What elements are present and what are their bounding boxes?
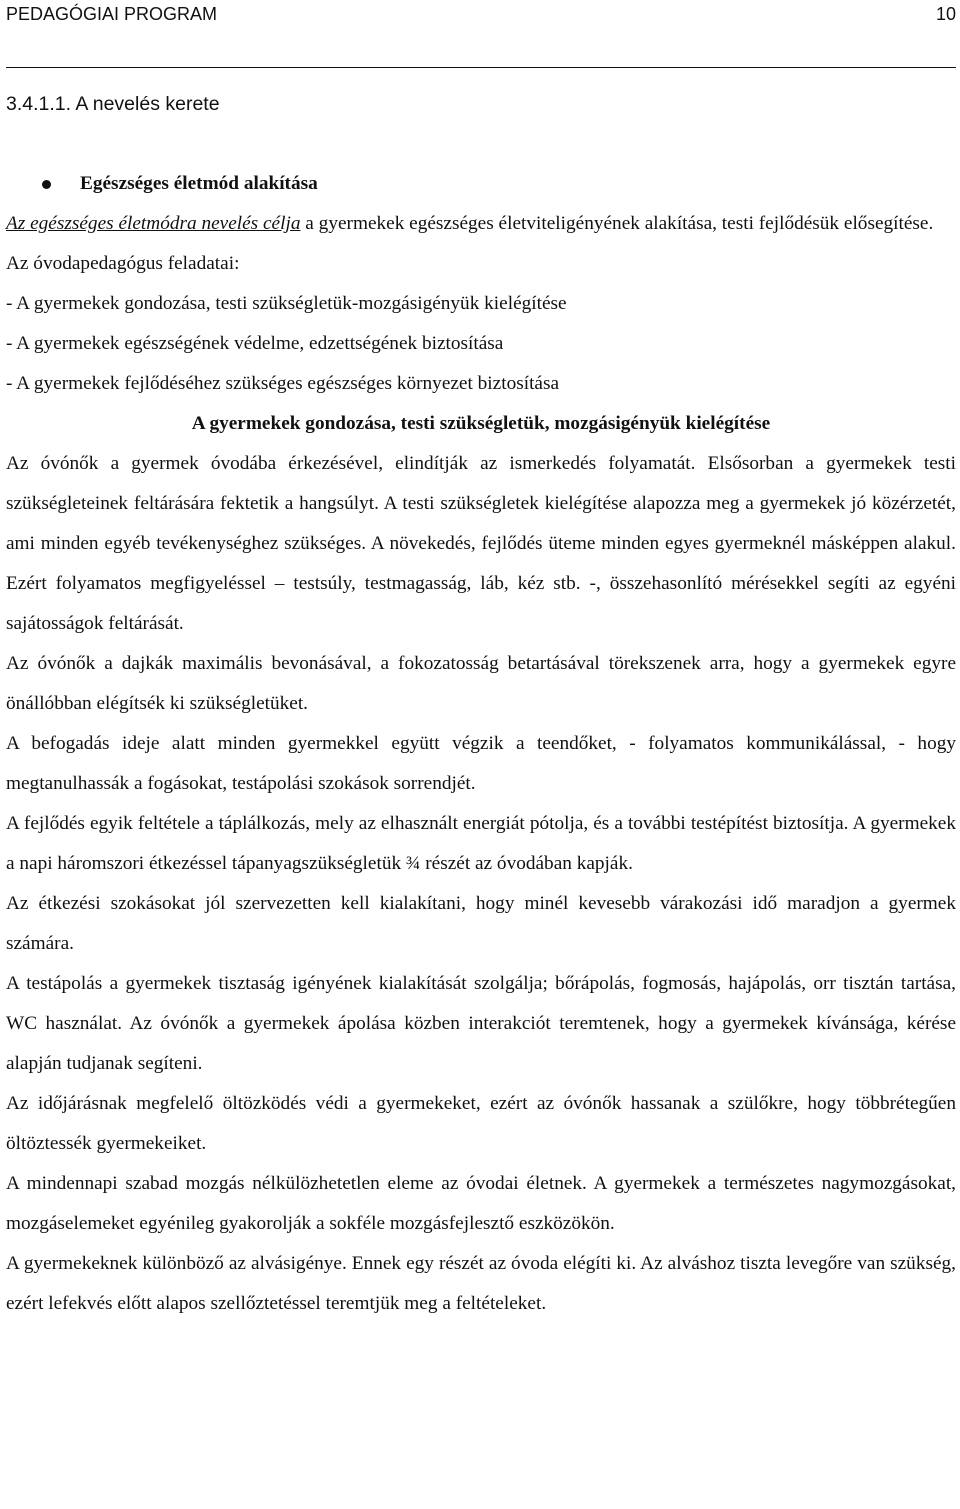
header-rule bbox=[6, 67, 956, 68]
paragraph: Az időjárásnak megfelelő öltözködés védi a gyermekeket, ezért az óvónők hassanak a szülőkre, hogy többrétegűen öltöztessék gyermekeiket. bbox=[6, 1093, 956, 1154]
task-item: - A gyermekek egészségének védelme, edzettségének biztosítása bbox=[6, 333, 504, 354]
task-item: - A gyermekek gondozása, testi szükségletük-mozgásigényük kielégítése bbox=[6, 293, 567, 314]
task-item: - A gyermekek fejlődéséhez szükséges egészséges környezet biztosítása bbox=[6, 373, 560, 394]
section-heading: 3.4.1.1. A nevelés kerete bbox=[6, 93, 220, 115]
bullet-icon bbox=[42, 180, 51, 189]
tasks-title: Az óvodapedagógus feladatai: bbox=[6, 253, 240, 274]
page-number: 10 bbox=[935, 4, 956, 24]
document-body bbox=[6, 84, 956, 1324]
intro-emphasis: Az egészséges életmódra nevelés célja bbox=[6, 213, 301, 234]
paragraph: A fejlődés egyik feltétele a táplálkozás, mely az elhasznált energiát pótolja, és a további testépítést biztosítja. A gyermekek a napi háromszori étkezéssel tápanyagszükségletük ¾ részét az óvodában kapják. bbox=[6, 813, 956, 874]
intro-paragraph bbox=[6, 204, 956, 244]
paragraph: Az étkezési szokásokat jól szervezetten kell kialakítani, hogy minél kevesebb várakozási idő maradjon a gyermek számára. bbox=[6, 893, 956, 954]
paragraph: A gyermekeknek különböző az alvásigénye. Ennek egy részét az óvoda elégíti ki. Az alváshoz tiszta levegőre van szükség, ezért lefekvés előtt alapos szellőztetéssel teremtjük meg a feltételeket. bbox=[6, 1253, 956, 1314]
paragraph: Az óvónők a gyermek óvodába érkezésével, elindítják az ismerkedés folyamatát. Elsősorban a gyermekek testi szükségleteinek feltárására fektetik a hangsúlyt. A testi szükségletek kielégítése alapozza meg a gyermekek jó közérzetét, ami minden egyéb tevékenységhez szükséges. A növekedés, fejlődés üteme minden egyes gyermeknél másképpen alakul. Ezért folyamatos megfigyeléssel – testsúly, testmagasság, láb, kéz stb. -, összehasonlító mérésekkel segíti az egyéni sajátosságok feltárását. bbox=[6, 453, 956, 634]
paragraph: Az óvónők a dajkák maximális bevonásával, a fokozatosság betartásával törekszenek arra, hogy a gyermekek egyre önállóbban elégítsék ki szükségletüket. bbox=[6, 653, 956, 714]
paragraph: A befogadás ideje alatt minden gyermekkel együtt végzik a teendőket, - folyamatos kommunikálással, - hogy megtanulhassák a fogásokat, testápolási szokások sorrendjét. bbox=[6, 733, 956, 794]
paragraph: A mindennapi szabad mozgás nélkülözhetetlen eleme az óvodai életnek. A gyermekek a természetes nagymozgásokat, mozgáselemeket egyénileg gyakorolják a sokféle mozgásfejlesztő eszközökön. bbox=[6, 1173, 956, 1234]
paragraph: A testápolás a gyermekek tisztaság igényének kialakítását szolgálja; bőrápolás, fogmosás, hajápolás, orr tisztán tartása, WC használat. Az óvónők a gyermekek ápolása közben interakciót teremtenek, hogy a gyermekek kívánsága, kérése alapján tudjanak segíteni. bbox=[6, 973, 956, 1074]
header-title: PEDAGÓGIAI PROGRAM bbox=[6, 4, 218, 24]
page-header bbox=[6, 4, 956, 28]
subheading: A gyermekek gondozása, testi szükségletük, mozgásigényük kielégítése bbox=[191, 413, 771, 434]
bullet-title bbox=[6, 164, 956, 204]
intro-rest: a gyermekek egészséges életviteligényének alakítása, testi fejlődésük elősegítése. bbox=[300, 213, 934, 234]
bullet-title-text: Egészséges életmód alakítása bbox=[80, 173, 318, 194]
